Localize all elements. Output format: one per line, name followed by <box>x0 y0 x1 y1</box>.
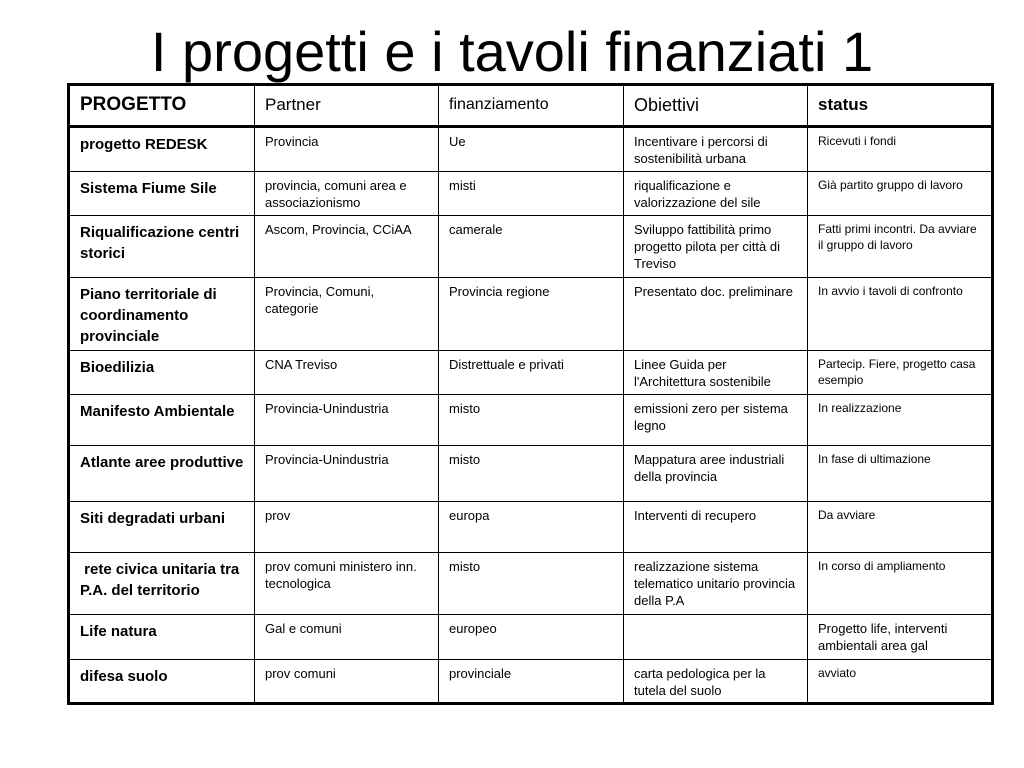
header-row <box>69 85 993 127</box>
cell-obiettivi: riqualificazione e valorizzazione del sile <box>624 172 808 216</box>
cell-finanziamento: misto <box>439 553 624 615</box>
cell-progetto: progetto REDESK <box>69 127 255 172</box>
cell-obiettivi: emissioni zero per sistema legno <box>624 395 808 446</box>
cell-status: Partecip. Fiere, progetto casa esempio <box>808 351 993 395</box>
cell-status: In avvio i tavoli di confronto <box>808 278 993 351</box>
table-row <box>69 127 993 172</box>
cell-finanziamento: europa <box>439 502 624 553</box>
cell-finanziamento: misto <box>439 446 624 502</box>
table-row <box>69 502 993 553</box>
table-row <box>69 278 993 351</box>
table-row <box>69 172 993 216</box>
cell-progetto: Riqualificazione centri storici <box>69 216 255 278</box>
cell-obiettivi <box>624 615 808 660</box>
cell-partner: Provincia-Unindustria <box>255 446 439 502</box>
table-row <box>69 660 993 704</box>
cell-progetto: Siti degradati urbani <box>69 502 255 553</box>
table-body <box>69 127 993 704</box>
cell-obiettivi: Incentivare i percorsi di sostenibilità urbana <box>624 127 808 172</box>
table-header <box>69 85 993 127</box>
cell-progetto: Atlante aree produttive <box>69 446 255 502</box>
cell-status: In realizzazione <box>808 395 993 446</box>
cell-partner: CNA Treviso <box>255 351 439 395</box>
cell-status: Progetto life, interventi ambientali area gal <box>808 615 993 660</box>
table-row <box>69 615 993 660</box>
cell-finanziamento: camerale <box>439 216 624 278</box>
cell-progetto: rete civica unitaria tra P.A. del territorio <box>69 553 255 615</box>
table-row <box>69 351 993 395</box>
header-status: status <box>808 85 993 127</box>
cell-obiettivi: Mappatura aree industriali della provincia <box>624 446 808 502</box>
cell-progetto: Sistema Fiume Sile <box>69 172 255 216</box>
cell-obiettivi: Presentato doc. preliminare <box>624 278 808 351</box>
cell-obiettivi: Linee Guida per l'Architettura sostenibile <box>624 351 808 395</box>
table-row <box>69 395 993 446</box>
table-row <box>69 216 993 278</box>
cell-partner: Provincia <box>255 127 439 172</box>
cell-partner: Provincia, Comuni, categorie <box>255 278 439 351</box>
cell-partner: Provincia-Unindustria <box>255 395 439 446</box>
cell-partner: provincia, comuni area e associazionismo <box>255 172 439 216</box>
cell-finanziamento: Provincia regione <box>439 278 624 351</box>
cell-status: avviato <box>808 660 993 704</box>
cell-finanziamento: Ue <box>439 127 624 172</box>
header-partner: Partner <box>255 85 439 127</box>
table-row <box>69 446 993 502</box>
cell-finanziamento: provinciale <box>439 660 624 704</box>
cell-obiettivi: realizzazione sistema telematico unitario provincia della P.A <box>624 553 808 615</box>
cell-obiettivi: Sviluppo fattibilità primo progetto pilota per città di Treviso <box>624 216 808 278</box>
cell-finanziamento: misti <box>439 172 624 216</box>
cell-obiettivi: Interventi di recupero <box>624 502 808 553</box>
cell-progetto: Bioedilizia <box>69 351 255 395</box>
cell-finanziamento: misto <box>439 395 624 446</box>
cell-finanziamento: Distrettuale e privati <box>439 351 624 395</box>
cell-partner: prov comuni ministero inn. tecnologica <box>255 553 439 615</box>
cell-partner: prov comuni <box>255 660 439 704</box>
cell-partner: Ascom, Provincia, CCiAA <box>255 216 439 278</box>
cell-progetto: difesa suolo <box>69 660 255 704</box>
cell-obiettivi: carta pedologica per la tutela del suolo <box>624 660 808 704</box>
slide-title: I progetti e i tavoli finanziati 1 <box>150 20 874 83</box>
cell-partner: Gal e comuni <box>255 615 439 660</box>
header-obiettivi: Obiettivi <box>624 85 808 127</box>
cell-status: Ricevuti i fondi <box>808 127 993 172</box>
cell-progetto: Life natura <box>69 615 255 660</box>
cell-status: Fatti primi incontri. Da avviare il gruppo di lavoro <box>808 216 993 278</box>
header-finanziamento: finanziamento <box>439 85 624 127</box>
cell-progetto: Piano territoriale di coordinamento provinciale <box>69 278 255 351</box>
cell-status: In corso di ampliamento <box>808 553 993 615</box>
cell-status: Già partito gruppo di lavoro <box>808 172 993 216</box>
cell-status: In fase di ultimazione <box>808 446 993 502</box>
cell-progetto: Manifesto Ambientale <box>69 395 255 446</box>
projects-table <box>67 83 994 705</box>
cell-status: Da avviare <box>808 502 993 553</box>
cell-finanziamento: europeo <box>439 615 624 660</box>
header-progetto: PROGETTO <box>69 85 255 127</box>
cell-partner: prov <box>255 502 439 553</box>
table-row <box>69 553 993 615</box>
